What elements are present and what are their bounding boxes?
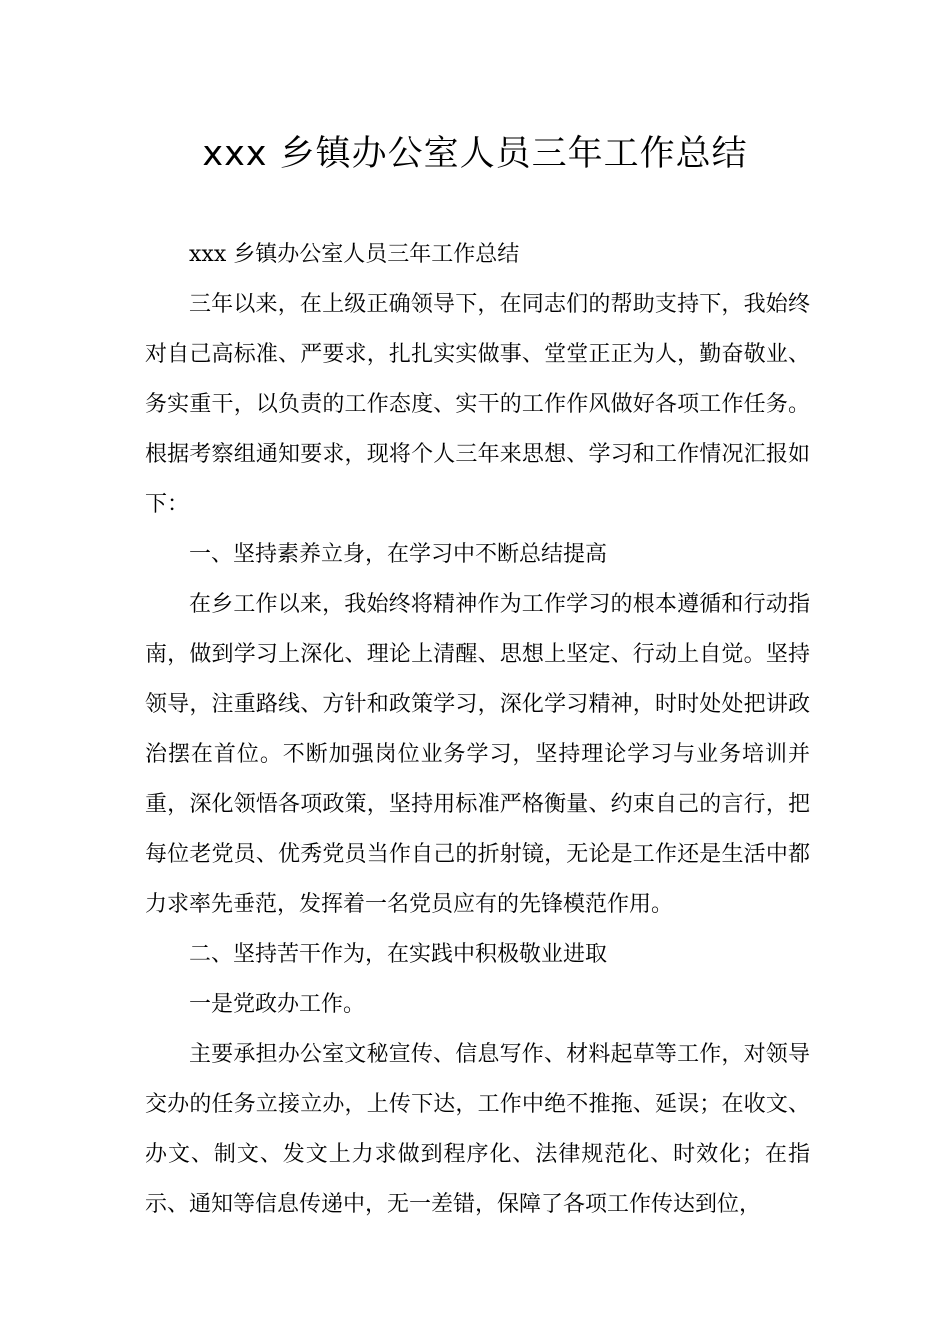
paragraph-intro: 三年以来，在上级正确领导下，在同志们的帮助支持下，我始终对自己高标准、严要求，扎扎实实做事、堂堂正正为人，勤奋敬业、务实重干，以负责的工作态度、实干的工作作风做好各项工作任务。根据考察组通知要求，现将个人三年来思想、学习和工作情况汇报如下： <box>145 292 810 517</box>
paragraph-office-work: 主要承担办公室文秘宣传、信息写作、材料起草等工作，对领导交办的任务立接立办，上传下达，工作中绝不推拖、延误；在收文、办文、制文、发文上力求做到程序化、法律规范化、时效化；在指示、通知等信息传递中，无一差错，保障了各项工作传达到位， <box>145 1042 810 1217</box>
section-heading-2: 二、坚持苦干作为，在实践中积极敬业进取 <box>189 942 608 967</box>
document-body <box>145 230 810 1230</box>
subsection-heading-1: 一是党政办工作。 <box>189 992 366 1017</box>
section-heading-1: 一、坚持素养立身，在学习中不断总结提高 <box>189 542 608 567</box>
paragraph-study: 在乡工作以来，我始终将精神作为工作学习的根本遵循和行动指南，做到学习上深化、理论上清醒、思想上坚定、行动上自觉。坚持领导，注重路线、方针和政策学习，深化学习精神，时时处处把讲政治摆在首位。不断加强岗位业务学习，坚持理论学习与业务培训并重，深化领悟各项政策，坚持用标准严格衡量、约束自己的言行，把每位老党员、优秀党员当作自己的折射镜，无论是工作还是生活中都力求率先垂范，发挥着一名党员应有的先锋模范作用。 <box>145 592 810 917</box>
paragraph-subtitle: xxx 乡镇办公室人员三年工作总结 <box>189 242 520 267</box>
document-title: xxx 乡镇办公室人员三年工作总结 <box>202 134 748 174</box>
